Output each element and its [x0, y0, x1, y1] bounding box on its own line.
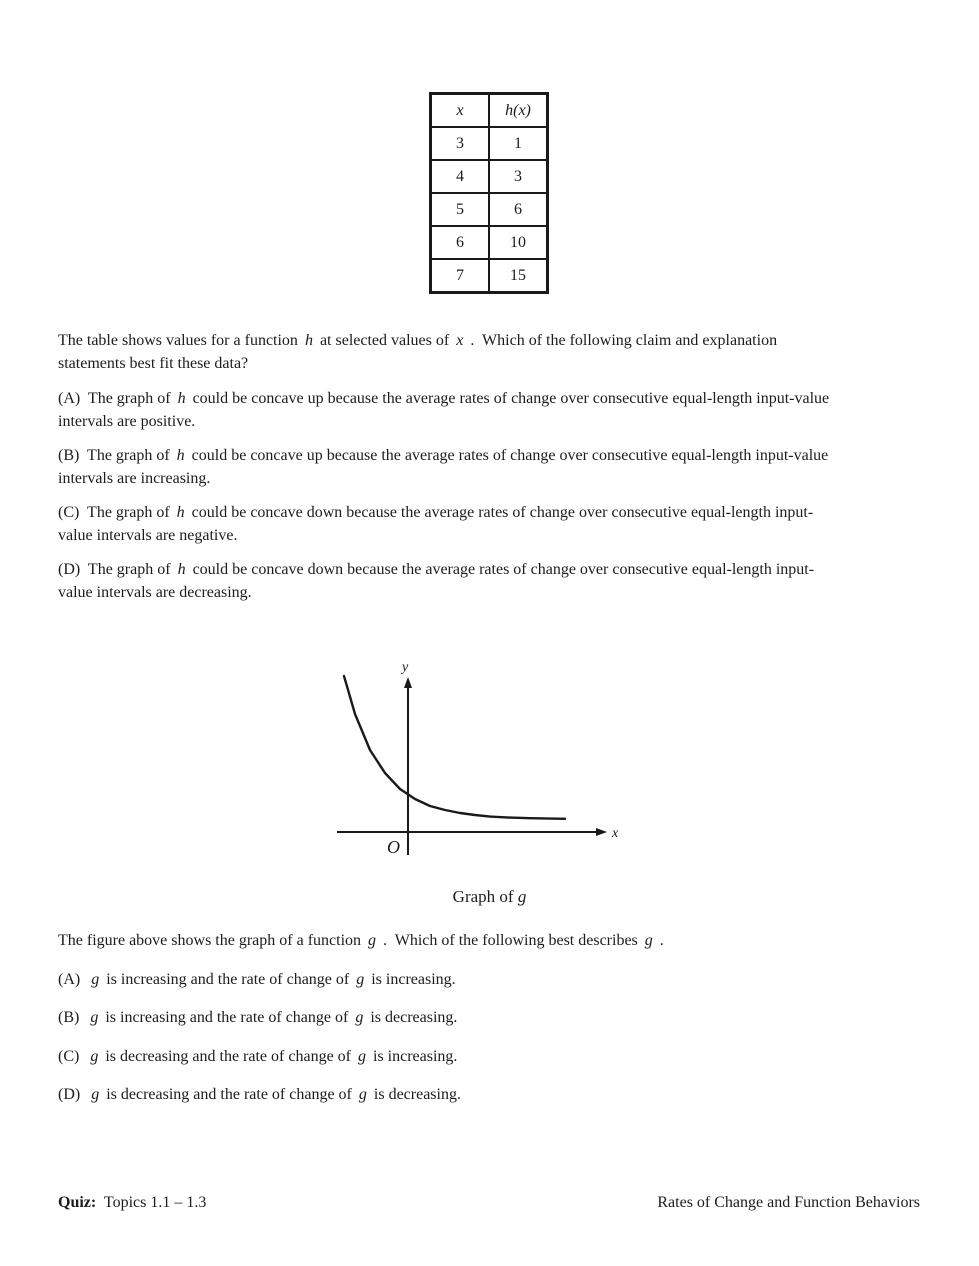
question-2-option-d: [58, 1083, 958, 1106]
math-var-h: h: [177, 390, 186, 407]
option-text: could be concave down because the average rates of change over consecutive equal-length input-: [188, 561, 815, 578]
option-text: is increasing.: [367, 971, 456, 988]
option-text: (A) The graph of: [58, 390, 175, 407]
question-1-option-b: [58, 444, 958, 490]
table-cell-hx: 3: [489, 160, 548, 193]
graph-canvas: [330, 655, 640, 860]
math-var-g: g: [644, 932, 653, 949]
math-var-g: g: [368, 932, 377, 949]
math-var-h: h: [176, 447, 185, 464]
x-axis-arrowhead-icon: [596, 828, 607, 836]
option-text: intervals are increasing.: [58, 470, 211, 487]
stem-text: The table shows values for a function: [58, 332, 302, 349]
table-row: [431, 259, 548, 293]
table-row: [431, 226, 548, 259]
math-var-g: g: [91, 971, 100, 988]
question-1-option-a: [58, 387, 958, 433]
g-curve: [344, 676, 565, 819]
table-cell-hx: 6: [489, 193, 548, 226]
math-var-g: g: [91, 1086, 100, 1103]
option-text: could be concave down because the average rates of change over consecutive equal-length input-: [187, 504, 814, 521]
question-1-option-d: [58, 558, 958, 604]
table-cell-x: 5: [431, 193, 490, 226]
y-axis-label: y: [402, 660, 409, 675]
figure-caption: [0, 885, 979, 909]
stem-text: .: [655, 932, 664, 949]
caption-text: Graph of: [452, 887, 518, 906]
option-text: is decreasing and the rate of change of: [102, 1086, 356, 1103]
option-text: is decreasing.: [369, 1086, 461, 1103]
table-header-x: x: [431, 94, 490, 128]
math-var-g: g: [90, 1009, 99, 1026]
option-text: (C): [58, 1048, 88, 1065]
math-var-g: g: [358, 1048, 366, 1065]
stem-text: . Which of the following best describes: [379, 932, 642, 949]
question-2-option-b: [58, 1006, 958, 1029]
question-2-option-c: [58, 1045, 958, 1068]
footer-topics: Topics 1.1 – 1.3: [96, 1194, 207, 1211]
option-text: could be concave up because the average rates of change over consecutive equal-length input-value: [187, 447, 829, 464]
question-1-stem: [58, 329, 958, 375]
table-cell-hx: 15: [489, 259, 548, 293]
stem-text: The figure above shows the graph of a function: [58, 932, 366, 949]
footer-right: Rates of Change and Function Behaviors: [657, 1194, 920, 1211]
option-text: value intervals are negative.: [58, 527, 238, 544]
h-values-table: [429, 92, 549, 294]
math-var-h: h: [304, 332, 313, 349]
option-text: (B): [58, 1009, 88, 1026]
footer-left: [58, 1191, 206, 1214]
question-2-option-a: [58, 968, 958, 991]
table-row: [431, 193, 548, 226]
option-text: (C) The graph of: [58, 504, 174, 521]
table-cell-x: 4: [431, 160, 490, 193]
question-2-stem: [58, 929, 958, 952]
page-footer: [58, 1191, 920, 1214]
option-text: is decreasing.: [366, 1009, 458, 1026]
math-var-h: h: [176, 504, 185, 521]
stem-text: . Which of the following claim and explanation: [466, 332, 778, 349]
math-var-h: h: [177, 561, 186, 578]
table-header-row: [431, 94, 548, 128]
option-text: value intervals are decreasing.: [58, 584, 252, 601]
option-text: (D): [58, 1086, 89, 1103]
table-header-hx: h(x): [489, 94, 548, 128]
x-axis-label: x: [612, 826, 619, 841]
table-cell-x: 7: [431, 259, 490, 293]
option-text: is increasing.: [369, 1048, 458, 1065]
option-text: is decreasing and the rate of change of: [101, 1048, 355, 1065]
math-var-x: x: [456, 332, 464, 349]
footer-quiz-label: Quiz:: [58, 1194, 97, 1211]
option-text: (D) The graph of: [58, 561, 175, 578]
option-text: (B) The graph of: [58, 447, 174, 464]
table-cell-hx: 1: [489, 127, 548, 160]
option-text: could be concave up because the average rates of change over consecutive equal-length input-value: [188, 390, 830, 407]
option-text: is increasing and the rate of change of: [102, 971, 354, 988]
option-text: intervals are positive.: [58, 413, 196, 430]
table-cell-x: 6: [431, 226, 490, 259]
math-var-g: g: [90, 1048, 99, 1065]
graph-of-g-figure: [330, 655, 640, 860]
math-var-g: g: [355, 1009, 364, 1026]
y-axis-arrowhead-icon: [404, 677, 412, 688]
math-var-g: g: [517, 887, 527, 906]
math-var-g: g: [358, 1086, 367, 1103]
table-row: [431, 160, 548, 193]
table-cell-x: 3: [431, 127, 490, 160]
stem-text: at selected values of: [315, 332, 454, 349]
question-1-option-c: [58, 501, 958, 547]
origin-label: O: [387, 837, 400, 857]
option-text: (A): [58, 971, 89, 988]
table-row: [431, 127, 548, 160]
math-var-g: g: [356, 971, 365, 988]
table-cell-hx: 10: [489, 226, 548, 259]
option-text: is increasing and the rate of change of: [101, 1009, 353, 1026]
stem-text: statements best fit these data?: [58, 355, 249, 372]
